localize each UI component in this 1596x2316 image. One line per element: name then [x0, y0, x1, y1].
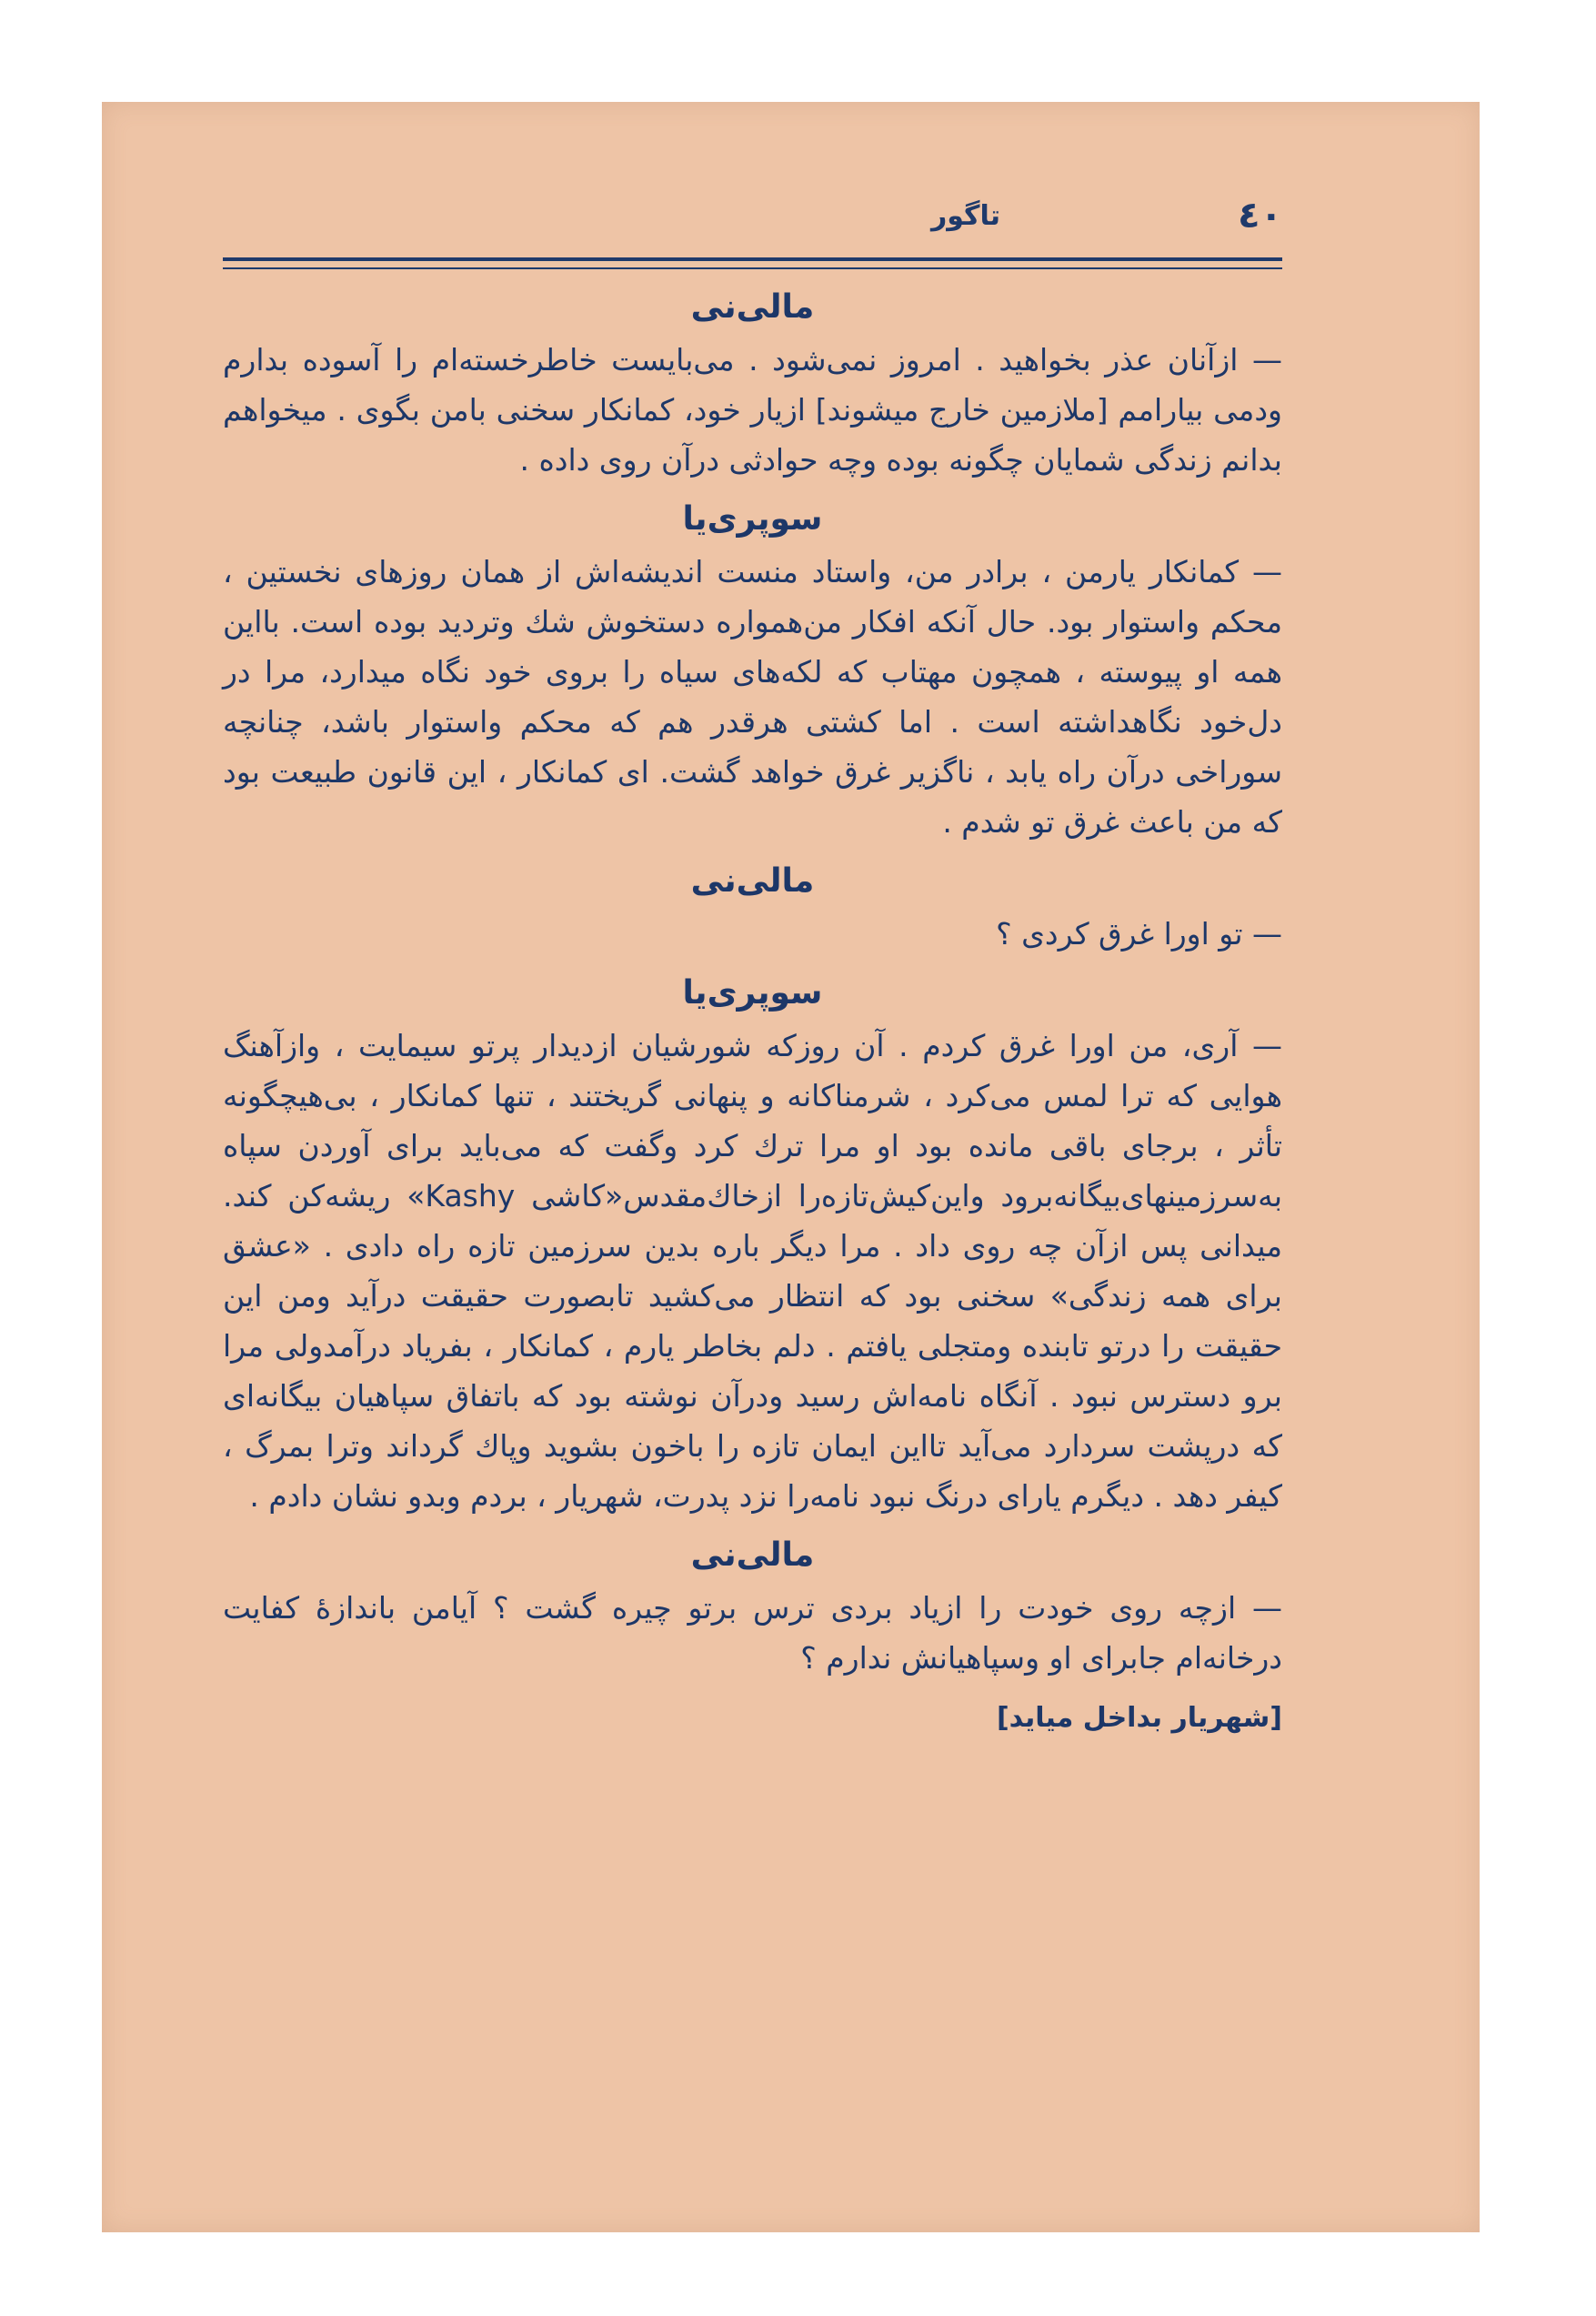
dialogue-block [223, 856, 1282, 959]
page-body [223, 273, 1282, 1741]
speaker-name: مالی‌نی [690, 288, 815, 326]
speech-text: — کمانکار یارمن ، برادر من، واستاد منست اندیشه‌اش از همان روزهای نخستین ، محکم واستوار بود. حال آنکه افکار من‌همواره دستخوش شك وتردید بوده است. بااین همه او پیوسته ، همچون مهتاب که لکه‌های سیاه را بروی خود نگاه میدارد، مرا در دل‌خود نگاهداشته است . اما کشتی هرقدر هم که محکم واستوار باشد، چنانچه سوراخی درآن راه یابد ، ناگزیر غرق خواهد گشت. ای کمانکار ، این قانون طبیعت بود که من باعث غرق تو شدم . [223, 554, 1282, 840]
dialogue-block [223, 968, 1282, 1521]
dialogue-block [223, 282, 1282, 485]
speaker-name: مالی‌نی [690, 1536, 815, 1574]
page-header [223, 182, 1282, 257]
dialogue-block [223, 494, 1282, 847]
page-number: ٤٠ [1238, 195, 1282, 237]
speaker-name: سوپری‌یا [682, 500, 823, 538]
header-rule-thick [223, 257, 1282, 261]
speech-text: — ازآنان عذر بخواهید . امروز نمی‌شود . می‌بایست خاطرخسته‌ام را آسوده بدارم ودمی بیارامم [ملازمین خارج میشوند] ازیار خود، کمانکار سخنی بامن بگوی . میخواهم بدانم زندگی شمایان چگونه بوده وچه حوادثی درآن روی داده . [223, 342, 1282, 478]
speech-text: — آری، من اورا غرق کردم . آن روزکه شورشیان ازدیدار پرتو سیمایت ، وازآهنگ هوایی که ترا لمس می‌کرد ، شرمناکانه و پنهانی گریختند ، تنها کمانکار ، بی‌هیچگونه تأثر ، برجای باقی مانده بود او مرا ترك کرد وگفت که می‌باید برای آوردن سپاه به‌سرزمینهای‌بیگانه‌برود واین‌کیش‌تازه‌را ازخاك‌مقدس«کاشی Kashy» ریشه‌کن کند. میدانی پس ازآن چه روی داد . مرا دیگر باره بدین سرزمین تازه راه دادی . «عشق برای همه زندگی» سخنی بود که انتظار می‌کشید تابصورت حقیقت درآید ومن این حقیقت را درتو تابنده ومتجلی یافتم . دلم بخاطر یارم ، کمانکار ، بفریاد درآمدولی مرا برو دسترس نبود . آنگاه نامه‌اش رسید ودرآن نوشته بود که باتفاق سپاهیان بیگانه‌ای که درپشت سردارد می‌آید تااین ایمان تازه را باخون بشوید وپاك گرداند وترا بمرگ ، کیفر دهد . دیگرم یارای درنگ نبود نامه‌را نزد پدرت، شهریار ، بردم وبدو نشان دادم . [223, 1028, 1283, 1514]
speech-text: — ازچه روی خودت را ازیاد بردی ترس برتو چیره گشت ؟ آیامن باندازهٔ کفایت درخانه‌ام جابرای او وسپاهیانش ندارم ؟ [223, 1590, 1282, 1676]
dialogue-block [223, 1530, 1282, 1683]
stage-direction: [شهریار بداخل میاید] [996, 1702, 1282, 1734]
speaker-name: سوپری‌یا [682, 974, 823, 1012]
speech-text: — تو اورا غرق کردی ؟ [996, 916, 1282, 952]
speaker-name: مالی‌نی [690, 862, 815, 900]
running-title: تاگور [930, 200, 1000, 232]
header-rule-thin [223, 267, 1282, 269]
